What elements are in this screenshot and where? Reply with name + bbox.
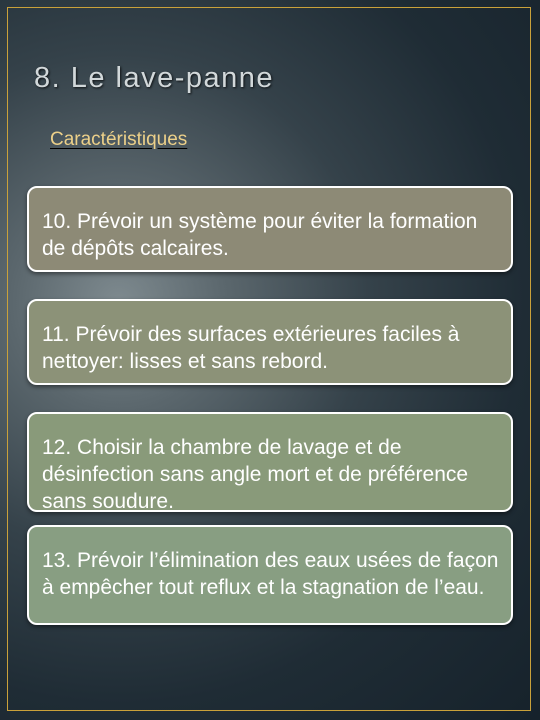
list-item-13: 13. Prévoir l’élimination des eaux usées de façon à empêcher tout reflux et la stagnation de l’eau. (27, 525, 513, 625)
slide-subtitle: Caractéristiques (50, 129, 188, 150)
list-item-12: 12. Choisir la chambre de lavage et de désinfection sans angle mort et de préférence sans soudure. (27, 412, 513, 512)
slide-title: 8. Le lave-panne (34, 62, 275, 94)
list-item-10: 10. Prévoir un système pour éviter la formation de dépôts calcaires. (27, 186, 513, 272)
list-item-11: 11. Prévoir des surfaces extérieures faciles à nettoyer: lisses et sans rebord. (27, 299, 513, 385)
